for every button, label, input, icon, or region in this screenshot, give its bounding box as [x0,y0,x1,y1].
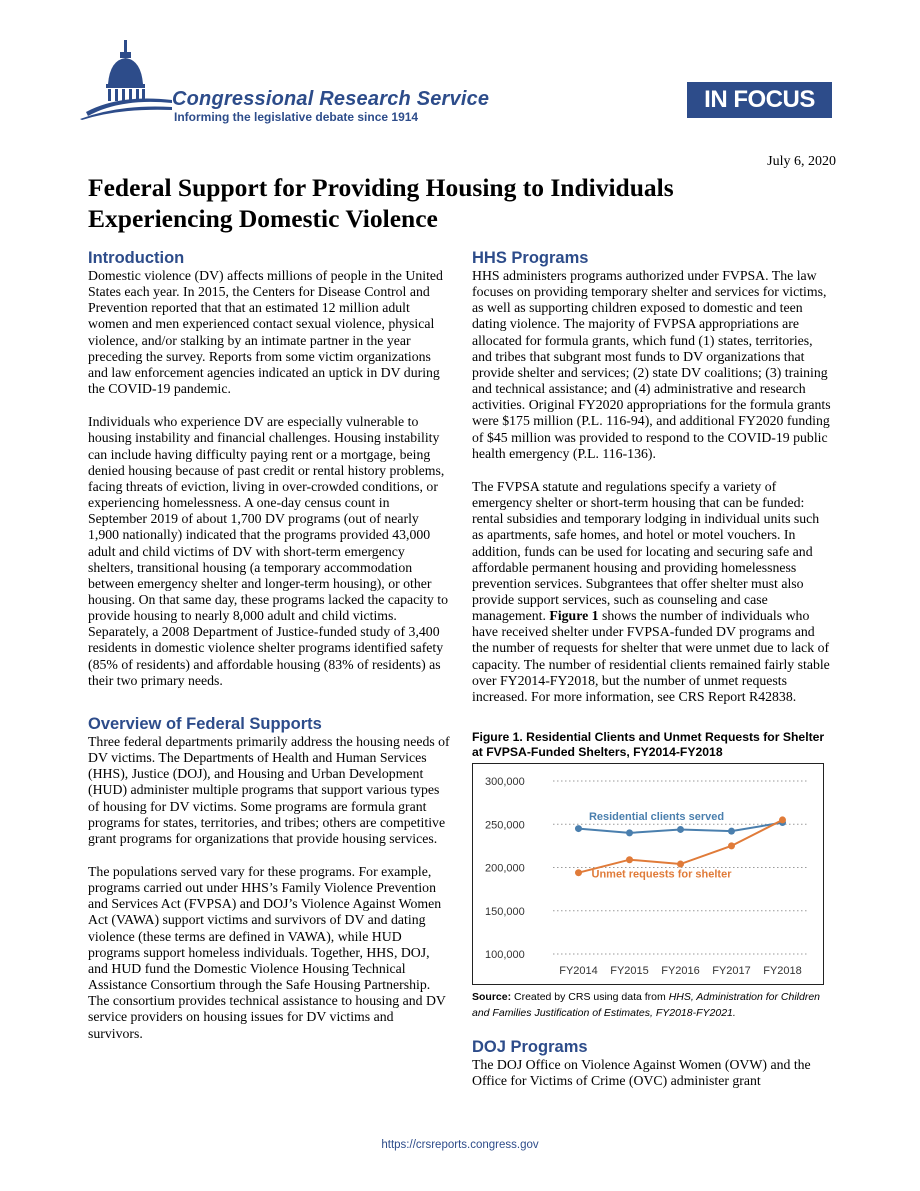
source-text: Created by CRS using data from [514,991,666,1004]
figure-1-caption: Figure 1. Residential Clients and Unmet Requests for Shelter at FVPSA-Funded Shelters, FY2014-FY2018 [472,730,825,760]
y-tick-label: 250,000 [485,819,525,832]
figure-1-reference: Figure 1 [549,608,599,624]
data-point [575,869,582,876]
y-tick-label: 100,000 [485,949,525,962]
x-tick-label: FY2016 [661,965,700,978]
data-point [677,826,684,833]
data-point [626,829,633,836]
data-point [779,816,786,823]
intro-paragraph-1: Domestic violence (DV) affects millions of people in the United States each year. In 2015, the Centers for Disease Control and Prevention reported that that an estimated 12 million adult women and men experienced contact sexual violence, physical violence, and/or stalking by an intimate partner in the year preceding the survey. Reports from some victim organizations and law enforcement agencies indicated an uptick in DV during the COVID-19 pandemic. [88,268,443,397]
doj-programs-heading: DOJ Programs [472,1038,588,1057]
introduction-heading: Introduction [88,249,185,267]
in-focus-badge: IN FOCUS [687,82,832,118]
publication-date: July 6, 2020 [767,154,836,169]
line-chart [473,764,825,986]
footer-url[interactable]: https://crsreports.congress.gov [381,1139,539,1151]
hhs-programs-heading: HHS Programs [472,249,589,267]
figure-1-chart [472,763,824,985]
x-tick-label: FY2018 [763,965,802,978]
x-tick-label: FY2014 [559,965,598,978]
org-name: Congressional Research Service [172,88,490,110]
document-title: Federal Support for Providing Housing to Individuals Experiencing Domestic Violence [88,173,674,233]
overview-heading: Overview of Federal Supports [88,714,322,733]
x-tick-label: FY2015 [610,965,649,978]
intro-paragraph-2: Individuals who experience DV are especially vulnerable to housing instability and financial challenges. Housing instability can include having difficulty paying rent or a mortgage, being denied housing because of past credit or rental history problems, facing threats of eviction, living in over-crowded conditions, or experiencing homelessness. A one-day census count in September 2019 of about 1,700 DV programs (out of nearly 1,900 nationally) indicated that the programs provided 43,000 adult and child victims of DV with short-term emergency shelters, transitional housing (a temporary accommodation between emergency shelter and longer-term housing), or other housing. On that same day, these programs lacked the capacity to provide housing to nearly 8,000 adult and child victims. Separately, a 2008 Department of Justice-funded study of 3,400 residents in domestic violence shelter programs identified safety (85% of residents) and affordable housing (83% of residents) as their two primary needs. [88,414,449,688]
source-label: Source: [472,991,512,1004]
left-column [88,248,450,1042]
data-point [728,842,735,849]
y-tick-label: 300,000 [485,776,525,789]
hhs-paragraph-2-text-b: shows the number of individuals who have received shelter under FVPSA-funded DV programs and the number of requests for shelter that were unmet due to lack of capacity. The number of residential clients remained fairly stable over FY2014-FY2018, but the number of unmet requests increased. For more information, see CRS Report R42838. [472,608,830,704]
series-label: Residential clients served [588,810,725,823]
x-tick-label: FY2017 [712,965,751,978]
data-point [575,825,582,832]
org-tagline: Informing the legislative debate since 1914 [174,110,419,124]
y-tick-label: 200,000 [485,862,525,875]
doj-paragraph-1: The DOJ Office on Violence Against Women (OVW) and the Office for Victims of Crime (OVC) administer grant [472,1057,811,1089]
hhs-paragraph-2-text-a: The FVPSA statute and regulations specify a variety of emergency shelter or short-term housing that can be funded: rental subsidies and temporary lodging in individual units such as apartments, safe homes, and hotel or motel vouchers. In addition, funds can be used for locating and securing safe and affordable permanent housing and providing homelessness prevention services. Subgrantees that offer shelter must also provide support services, such as counseling and case management. [472,478,820,624]
overview-paragraph-1: Three federal departments primarily address the housing needs of DV victims. The Departments of Health and Human Services (HHS), Justice (DOJ), and Housing and Urban Development (HUD) administer multiple programs that support various types of housing for DV victims. Some programs are formula grant programs for states, territories, and tribes; others are competitive grant programs for organizations that provide housing services. [88,733,450,846]
data-point [677,861,684,868]
source-citation: HHS, Administration for Children and Families Justification of Estimates, FY2018-FY2021. [472,991,821,1020]
data-point [728,828,735,835]
hhs-paragraph-1: HHS administers programs authorized under FVPSA. The law focuses on providing temporary shelter and services for victims, as well as supporting children exposed to domestic and teen dating violence. The majority of FVPSA appropriations are allocated for formula grants, which fund (1) states, territories, and tribes that subgrant most funds to DV organizations that provide shelter and services; (2) state DV coalitions; (3) training and technical assistance; and (4) administrative and research activities. Original FY2020 appropriations for the formula grants were $175 million (P.L. 116-94), and additional FY2020 funding of $45 million was provided to respond to the COVID-19 public health emergency (P.L. 116-136). [472,268,831,461]
header [0,0,920,150]
right-column [472,248,834,1089]
overview-paragraph-2: The populations served vary for these programs. For example, programs carried out under HHS’s Family Violence Prevention and Services Act (FVPSA) and DOJ’s Violence Against Women Act (VAWA) support victims and survivors of DV and dating violence (these terms are defined in VAWA), while HUD programs support homeless individuals. Together, HHS, DOJ, and HUD fund the Domestic Violence Housing Technical Assistance Consortium through the Safe Housing Partnership. The consortium provides technical assistance to housing and DV service providers on housing issues for DV victims and survivors. [88,864,446,1041]
data-point [626,856,633,863]
hhs-paragraph-2 [472,479,834,705]
y-tick-label: 150,000 [485,905,525,918]
capitol-dome-logo-icon [80,40,172,120]
figure-source [472,989,834,1021]
series-label: Unmet requests for shelter [591,868,732,881]
